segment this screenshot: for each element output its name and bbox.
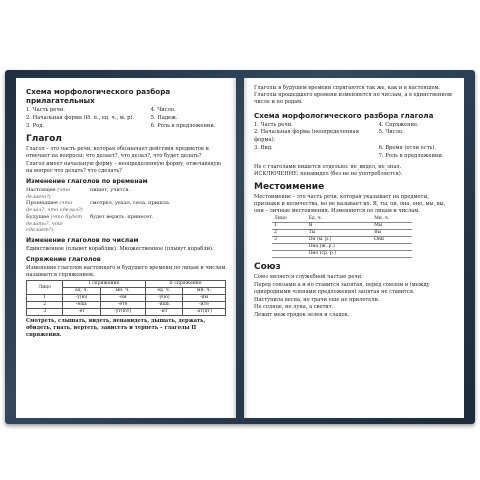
verb-title: Глагол	[26, 134, 62, 145]
table-cell: Мы	[372, 222, 412, 229]
table-cell: 3	[27, 308, 63, 315]
adj-item: 2. Начальная форма (И. п., ед. ч., м. р).	[26, 114, 135, 121]
verb-parse-item	[254, 153, 375, 161]
tense-value: пишет, учится.	[90, 186, 131, 193]
conj-table	[26, 280, 226, 316]
conj-head: I спряжение	[63, 280, 145, 287]
verb-parse-item: 7. Роль в предложении.	[378, 152, 444, 159]
table-cell: -ит	[145, 308, 182, 315]
union-example: Лежит меж грядок зелен и сладок.	[254, 312, 350, 319]
number-title: Изменение глаголов по числам	[26, 237, 139, 245]
pronoun-title: Местоимение	[254, 182, 325, 193]
tense-row	[26, 214, 226, 234]
left-page	[16, 78, 236, 418]
conj-subhead: мн. ч.	[100, 287, 145, 294]
verb-parse-item: 5. Число.	[378, 129, 404, 136]
tense-label: Будущее	[26, 213, 50, 220]
adj-list	[26, 107, 226, 130]
tense-title: Изменение глаголов по временам	[26, 177, 148, 185]
adj-item: 1. Часть речи.	[26, 107, 65, 113]
table-cell: Оно (ср. р.)	[307, 250, 372, 257]
table-cell	[272, 250, 307, 257]
table-cell: -ете	[100, 301, 145, 308]
verb-parse-item: 6. Время (если есть).	[378, 145, 437, 152]
union-example: Не солнце, не луна, а светит.	[254, 304, 334, 311]
conj-subhead: ед. ч.	[145, 287, 182, 294]
verb-parse-list	[254, 122, 454, 161]
pronoun-table	[272, 216, 412, 258]
verb-parse-item: 3. Вид.	[254, 145, 273, 152]
table-cell: -ем	[100, 294, 145, 301]
table-cell	[272, 243, 307, 250]
table-cell: 1	[27, 294, 63, 301]
adj-title: Схема морфологического разбора прилагательных	[26, 87, 171, 105]
pron-head: Мн. ч.	[372, 216, 412, 223]
pronoun-definition: Местоимение – это часть речи, которая указывает на предметы, признаки и количества, но не называет их. Я, ты, он, она, оно, мы, вы, они – личные местоимения. Изменяются по лицам и числам.	[254, 194, 446, 215]
table-cell: Вы	[372, 229, 412, 236]
tense-example: (что делает?)	[26, 186, 71, 200]
table-cell: 1	[272, 222, 307, 229]
conj-title: Спряжение глаголов	[26, 256, 101, 264]
table-cell: -ешь	[63, 301, 100, 308]
adj-item: 5. Падеж.	[150, 114, 178, 121]
union-text-2: Перед союзами а и но ставится запятая, перед союзом и (между однородными членами предложения) запятая не ставится.	[254, 281, 430, 295]
adj-item: 3. Род.	[26, 122, 45, 129]
verb-definition-2: Глагол имеет начальную форму – неопределенную форму, отвечающую на вопрос что делать? что сделать?	[26, 161, 222, 175]
tense-label: Настоящее	[26, 186, 56, 193]
number-text: Единственное (плывет кораблик). Множественное (плывут корабли).	[26, 246, 214, 253]
table-cell: -ет	[63, 308, 100, 315]
tense-value: будет верить, принесет.	[90, 213, 154, 220]
conj-exceptions: Смотреть, слышать, видеть, ненавидеть, дышать, держать, обидеть, гнать, вертеть, зависеть и терпеть – глаголы II спряжения.	[26, 317, 206, 338]
table-cell: -им	[182, 294, 225, 301]
adj-item: 4. Число.	[150, 107, 176, 113]
union-example: Наступила весна, но грачи еще не прилетели.	[254, 296, 380, 303]
table-cell: Я	[307, 222, 372, 229]
table-cell	[372, 250, 412, 257]
verb-parse-title: Схема морфологического разбора глагола	[254, 110, 434, 120]
intro-text: Глаголы в будущем времени спрягаются так же, как и в настоящем. Глаголы прошедшего времени изменяются по числам, а в единственном числе и по родам.	[254, 85, 452, 105]
conj-subhead: ед. ч.	[63, 287, 100, 294]
table-row	[272, 243, 412, 250]
table-cell: 3	[272, 236, 307, 243]
table-cell: -ут(ют)	[100, 308, 145, 315]
pron-head: Лицо	[272, 216, 307, 223]
table-row	[272, 250, 412, 257]
table-cell: -ишь	[145, 301, 182, 308]
pron-head: Ед. ч.	[307, 216, 372, 223]
tense-example: (что будет делать?, что сделает?)	[26, 213, 83, 234]
union-title: Союз	[254, 261, 281, 272]
table-cell: -ите	[182, 301, 225, 308]
ne-rule: Не с глаголами пишется отдельно: не_видел, не_знал.	[254, 163, 402, 170]
table-cell: Они	[372, 236, 412, 243]
union-text: Союз является служебной частью речи.	[254, 273, 363, 280]
ne-exception: ИСКЛЮЧЕНИЕ: ненавидел (без не не употребляется).	[254, 171, 403, 178]
verb-parse-item: 2. Начальная форма (неопределенная форма).	[254, 129, 360, 144]
table-row	[272, 222, 412, 229]
table-row	[27, 308, 226, 315]
table-row	[272, 229, 412, 236]
table-row	[27, 301, 226, 308]
table-cell: 2	[27, 301, 63, 308]
tense-row	[26, 187, 226, 201]
table-cell	[372, 243, 412, 250]
conj-head: Лицо	[27, 280, 63, 294]
right-page	[244, 78, 464, 418]
table-row	[27, 294, 226, 301]
tense-label: Прошедшее	[26, 200, 58, 207]
table-cell: 2	[272, 229, 307, 236]
verb-definition: Глагол – это часть речи, которая обозначает действия предметов и отвечает на вопросы: что делает?, что делал?, что будет делать?	[26, 146, 209, 160]
conj-text: Изменение глаголов настоящего и будущего времени по лицам и числам называется спряжением.	[26, 265, 226, 278]
tense-example: (что делал?, что сделал?)	[26, 200, 83, 214]
verb-parse-item: 1. Часть речи.	[254, 121, 293, 128]
conj-subhead: мн. ч.	[182, 287, 225, 294]
conj-head: II спряжение	[145, 280, 225, 287]
table-cell: Ты	[307, 229, 372, 236]
table-cell: -у(ю)	[63, 294, 100, 301]
adj-item: 6. Роль в предложении.	[150, 122, 216, 129]
tense-row	[26, 200, 226, 214]
verb-parse-item: 4. Спряжение.	[378, 121, 419, 128]
table-cell: -ат(ят)	[182, 308, 225, 315]
table-row	[272, 236, 412, 243]
table-cell: Он (м. р.)	[307, 236, 372, 243]
table-cell: Она (ж. р.)	[307, 243, 372, 250]
tense-value: смотрел, уехал, села, пришла.	[90, 200, 171, 207]
table-cell: -у(ю)	[145, 294, 182, 301]
